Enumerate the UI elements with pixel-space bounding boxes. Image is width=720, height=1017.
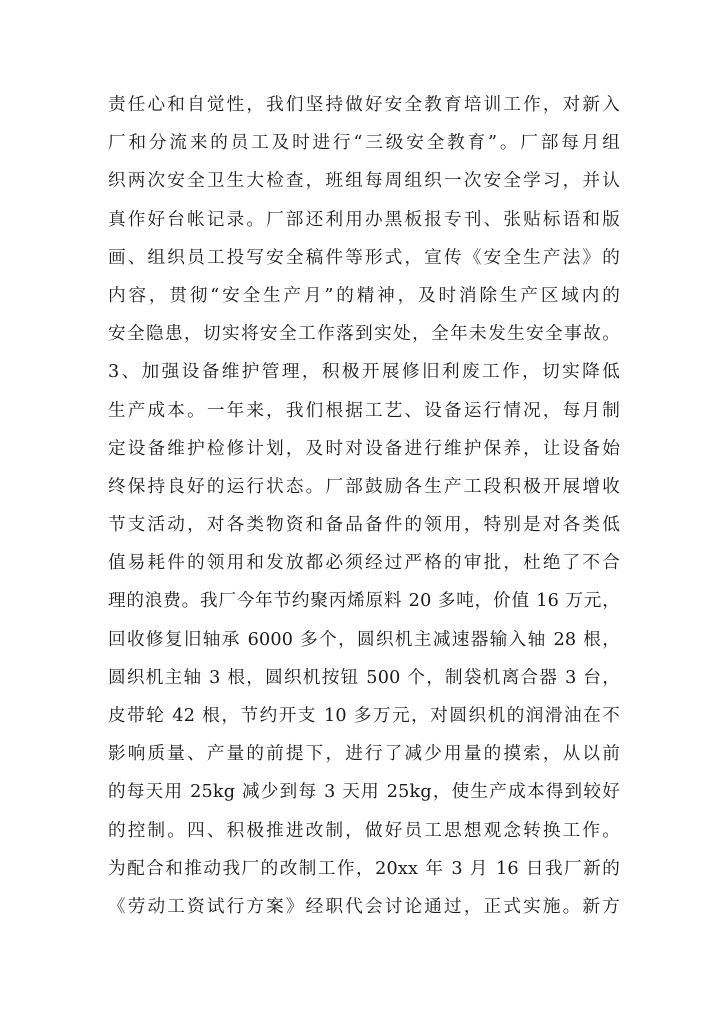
text-line: 节支活动，对各类物资和备品备件的领用，特别是对各类低 (108, 515, 620, 536)
text-line: 《劳动工资试行方案》经职代会讨论通过，正式实施。新方 (108, 896, 620, 917)
text-line: 厂和分流来的员工及时进行“三级安全教育”。厂部每月组 (108, 133, 620, 154)
text-line: 画、组织员工投写安全稿件等形式，宣传《安全生产法》的 (108, 247, 620, 268)
text-line: 回收修复旧轴承 6000 多个，圆织机主减速器输入轴 28 根， (108, 629, 620, 650)
text-line: 真作好台帐记录。厂部还利用办黑板报专刊、张贴标语和版 (108, 209, 620, 230)
text-line: 定设备维护检修计划，及时对设备进行维护保养，让设备始 (108, 438, 620, 459)
text-line: 理的浪费。我厂今年节约聚丙烯原料 20 多吨，价值 16 万元， (108, 591, 620, 612)
text-line: 终保持良好的运行状态。厂部鼓励各生产工段积极开展增收 (108, 476, 620, 497)
text-line: 织两次安全卫生大检查，班组每周组织一次安全学习，并认 (108, 171, 620, 192)
text-line: 生产成本。一年来，我们根据工艺、设备运行情况，每月制 (108, 400, 620, 421)
text-line: 为配合和推动我厂的改制工作，20xx 年 3 月 16 日我厂新的 (108, 858, 620, 879)
text-line: 影响质量、产量的前提下，进行了减少用量的摸索，从以前 (108, 744, 620, 765)
text-line: 3、加强设备维护管理，积极开展修旧利废工作，切实降低 (108, 362, 620, 383)
text-line: 的每天用 25kg 减少到每 3 天用 25kg，使生产成本得到较好 (108, 782, 620, 803)
text-line: 值易耗件的领用和发放都必须经过严格的审批，杜绝了不合 (108, 553, 620, 574)
text-line: 皮带轮 42 根，节约开支 10 多万元，对圆织机的润滑油在不 (108, 706, 620, 726)
text-line: 安全隐患，切实将安全工作落到实处，全年未发生安全事故。 (108, 324, 620, 345)
text-line: 圆织机主轴 3 根，圆织机按钮 500 个，制袋机离合器 3 台， (108, 667, 620, 688)
text-line: 内容，贯彻“安全生产月”的精神，及时消除生产区域内的 (108, 285, 620, 306)
text-line: 责任心和自觉性，我们坚持做好安全教育培训工作，对新入 (108, 95, 620, 115)
body-text (108, 86, 620, 926)
text-line: 的控制。四、积极推进改制，做好员工思想观念转换工作。 (108, 820, 620, 841)
